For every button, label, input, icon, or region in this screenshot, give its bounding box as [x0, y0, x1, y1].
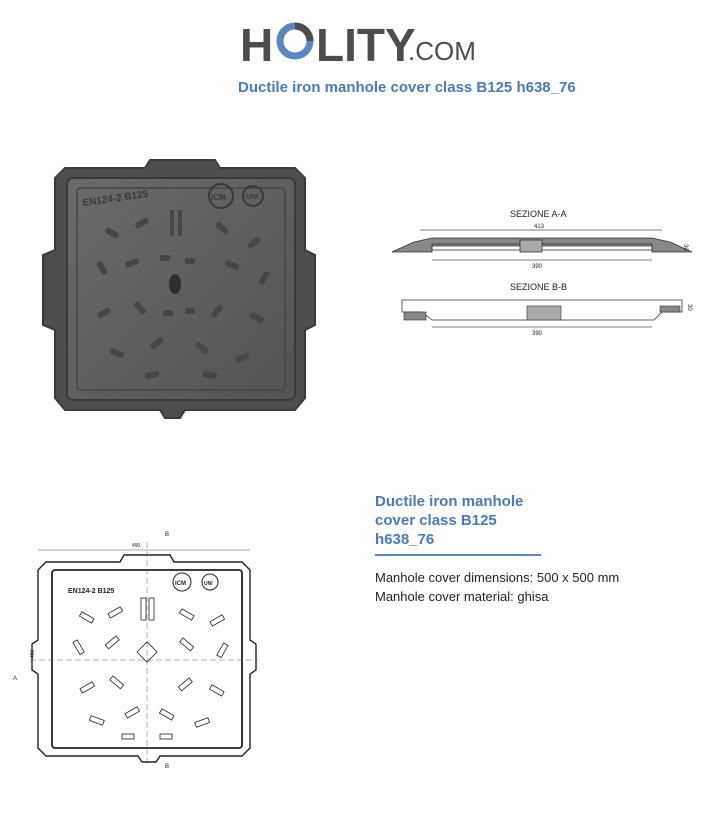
plan-dim-width: 490	[132, 543, 141, 549]
plan-tread-pattern	[73, 598, 228, 739]
logo-letters-lity: LITY	[316, 19, 416, 71]
logo-domain: .COM	[408, 36, 476, 66]
product-photo	[25, 150, 340, 435]
holity-logo[interactable]	[240, 16, 490, 71]
section-drawing	[392, 200, 697, 340]
logo-o-icon	[276, 22, 314, 60]
section-a-dim-top: 413	[534, 224, 545, 230]
plan-marker-b-bottom: B	[165, 764, 170, 770]
section-a-label: SEZIONE A-A	[510, 209, 567, 219]
plan-marking-en: EN124-2 B125	[68, 588, 115, 595]
info-title	[375, 492, 575, 549]
plan-drawing	[10, 520, 270, 775]
spec-dimensions: Manhole cover dimensions: 500 x 500 mm	[375, 570, 620, 585]
info-title-line1: Ductile iron manhole	[375, 493, 524, 510]
product-info	[375, 492, 695, 606]
section-b-label: SEZIONE B-B	[510, 282, 568, 292]
info-title-line2: cover class B125	[375, 512, 497, 529]
section-b-dim-bottom: 390	[532, 331, 543, 337]
info-title-line3: h638_76	[375, 531, 435, 548]
section-a-dim-bottom: 390	[532, 264, 543, 270]
plan-dim-height: 490	[30, 649, 36, 658]
plan-marker-a: A	[13, 676, 18, 682]
photo-marking-icm: ICM	[211, 193, 226, 202]
info-divider	[375, 554, 541, 556]
plan-marker-b-top: B	[165, 532, 170, 538]
section-b-height: 30	[686, 304, 692, 311]
plan-marking-uni: UNI	[204, 581, 213, 587]
photo-marking-en: EN124-2 B125	[81, 188, 149, 209]
photo-marking-uni: UNI	[246, 194, 259, 201]
plan-marking-icm: ICM	[175, 581, 186, 587]
logo-letter-h: H	[240, 19, 274, 71]
page-title: Ductile iron manhole cover class B125 h638_76	[238, 79, 576, 96]
spec-material: Manhole cover material: ghisa	[375, 589, 549, 604]
section-a-height: 30	[682, 244, 688, 251]
